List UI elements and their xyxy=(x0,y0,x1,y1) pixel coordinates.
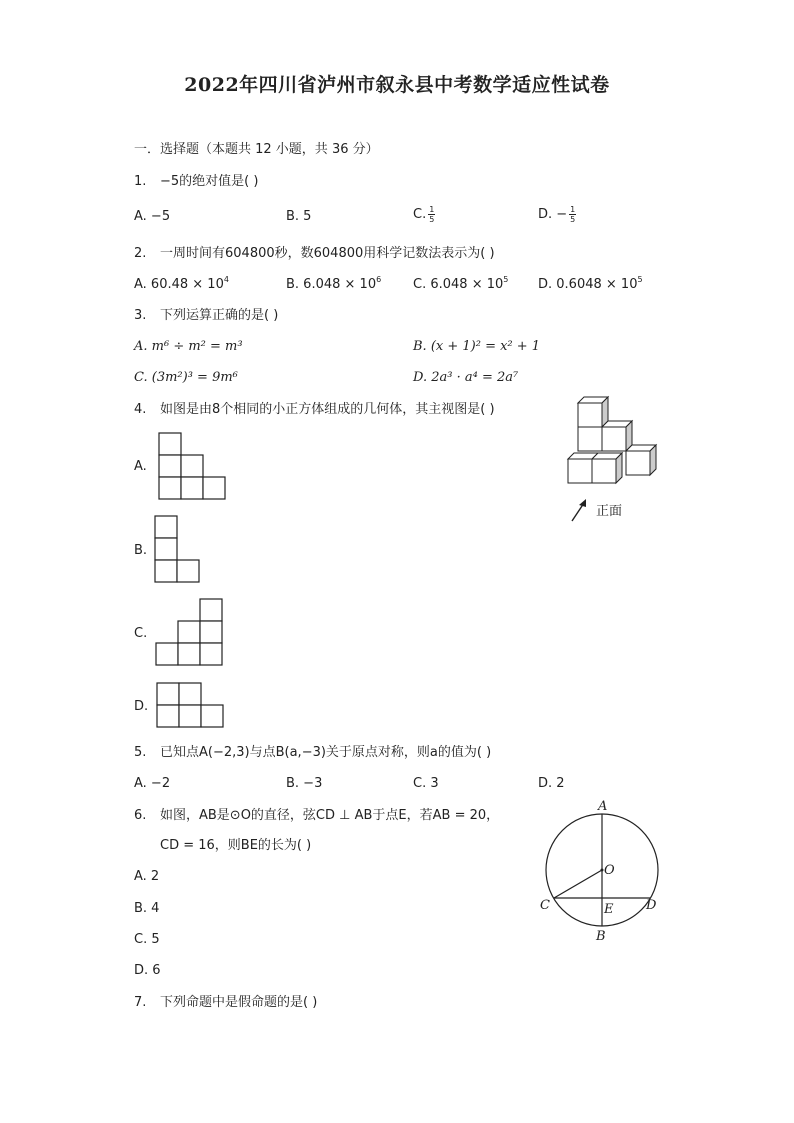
question-text: 下列运算正确的是( ) xyxy=(160,308,279,323)
page-title: 2022年四川省泸州市叙永县中考数学适应性试卷 xyxy=(184,74,610,96)
option-b: B. (x + 1)² = x² + 1 xyxy=(413,339,541,354)
option-b: B. −3 xyxy=(286,776,323,791)
point-label-o: O xyxy=(604,863,615,878)
option-a: A. −2 xyxy=(134,776,171,791)
point-label-e: E xyxy=(604,902,614,917)
option-a: A. m⁶ ÷ m² = m³ xyxy=(134,339,243,354)
option-b: B. $6.048 \times 10^6$ xyxy=(286,275,382,292)
point-label-a: A xyxy=(598,799,608,814)
option-b: B. 4 xyxy=(134,901,160,916)
option-d: D. 2a³ · a⁴ = 2a⁷ xyxy=(413,370,519,385)
option-c: C. 3 xyxy=(413,776,439,791)
option-a-figure xyxy=(159,433,229,501)
option-c: C. $6.048 \times 10^5$ xyxy=(413,275,509,292)
circle-diagram xyxy=(538,797,668,947)
option-c: C. 5 xyxy=(134,932,160,947)
question-text: −5的绝对值是( ) xyxy=(160,174,259,189)
cube-solid-figure xyxy=(560,395,670,495)
question-text: 一周时间有604800秒，数604800用科学记数法表示为( ) xyxy=(160,246,495,261)
option-c: C. $\frac{1}{5}$ xyxy=(413,205,435,224)
figure-label-front: 正面 xyxy=(596,504,623,519)
question-text: 下列命题中是假命题的是( ) xyxy=(160,995,318,1010)
question-number: 2. xyxy=(134,246,147,261)
option-a: A. xyxy=(134,459,147,474)
question-text: 如图是由8个相同的小正方体组成的几何体，其主视图是( ) xyxy=(160,402,495,417)
option-b: B. xyxy=(134,543,148,558)
option-d: D. 6 xyxy=(134,963,161,978)
option-d: D. − $\frac{1}{5}$ xyxy=(538,205,576,224)
question-text: 如图，AB是⊙O的直径，弦CD ⊥ AB于点E，若AB = 20， xyxy=(160,808,500,823)
question-number: 4. xyxy=(134,402,147,417)
question-number: 1. xyxy=(134,174,147,189)
question-text: 已知点A(−2,3)与点B(a,−3)关于原点对称，则a的值为( ) xyxy=(160,745,492,760)
point-label-c: C xyxy=(540,898,550,913)
option-a: A. 2 xyxy=(134,869,160,884)
section-heading: 一．选择题（本题共 12 小题，共 36 分） xyxy=(134,142,379,157)
option-d: D. 2 xyxy=(538,776,565,791)
option-a: A. −5 xyxy=(134,209,171,224)
question-number: 7. xyxy=(134,995,147,1010)
question-number: 5. xyxy=(134,745,147,760)
question-number: 3. xyxy=(134,308,147,323)
option-b-figure xyxy=(155,516,205,584)
arrow-icon xyxy=(570,497,590,523)
question-number: 6. xyxy=(134,808,147,823)
option-a: A. $60.48 \times 10^4$ xyxy=(134,275,229,292)
option-d: D. xyxy=(134,699,149,714)
option-d: D. $0.6048 \times 10^5$ xyxy=(538,275,643,292)
option-c: C. (3m²)³ = 9m⁶ xyxy=(134,370,238,385)
option-d-figure xyxy=(157,683,227,729)
point-label-d: D xyxy=(646,898,657,913)
option-c-figure xyxy=(156,599,226,667)
option-b: B. 5 xyxy=(286,209,312,224)
question-text-line2: CD = 16，则BE的长为( ) xyxy=(160,838,312,853)
option-c: C. xyxy=(134,626,148,641)
point-label-b: B xyxy=(596,929,606,944)
